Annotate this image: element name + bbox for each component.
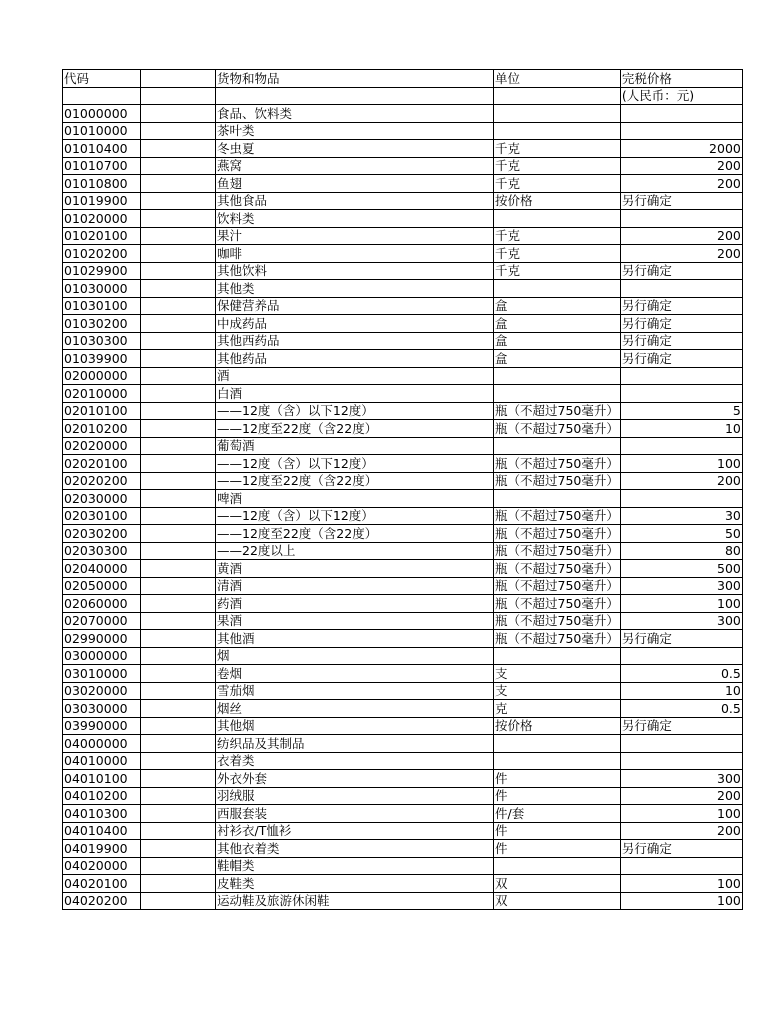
price-cell: 0.5 — [620, 700, 742, 718]
unit-cell — [494, 490, 621, 508]
code-cell: 02010000 — [63, 385, 141, 403]
code-cell: 02030200 — [63, 525, 141, 543]
code-cell: 02020000 — [63, 437, 141, 455]
unit-cell: 双 — [494, 892, 621, 910]
unit-cell — [494, 122, 621, 140]
price-cell: 100 — [620, 892, 742, 910]
table-row — [63, 875, 743, 893]
table-row — [63, 665, 743, 683]
code-cell: 03990000 — [63, 717, 141, 735]
table-row — [63, 717, 743, 735]
unit-cell: 千克 — [494, 140, 621, 158]
table-row — [63, 455, 743, 473]
item-name-cell: 卷烟 — [216, 665, 494, 683]
blank-cell — [141, 595, 216, 613]
item-name-cell: 中成药品 — [216, 315, 494, 333]
price-cell: 另行确定 — [620, 332, 742, 350]
price-cell: 50 — [620, 525, 742, 543]
item-name-cell: 药酒 — [216, 595, 494, 613]
item-name-cell: 烟丝 — [216, 700, 494, 718]
price-cell: 30 — [620, 507, 742, 525]
table-row — [63, 770, 743, 788]
blank-cell — [141, 700, 216, 718]
unit-cell: 千克 — [494, 227, 621, 245]
price-cell: 200 — [620, 227, 742, 245]
blank-cell — [141, 157, 216, 175]
blank-cell — [141, 210, 216, 228]
item-name-cell: ——12度至22度（含22度） — [216, 472, 494, 490]
code-cell: 04000000 — [63, 735, 141, 753]
code-cell: 01029900 — [63, 262, 141, 280]
item-name-cell: 其他酒 — [216, 630, 494, 648]
table-row — [63, 752, 743, 770]
unit-cell: 盒 — [494, 332, 621, 350]
price-cell: 200 — [620, 157, 742, 175]
price-cell — [620, 210, 742, 228]
code-cell: 01030200 — [63, 315, 141, 333]
table-row — [63, 700, 743, 718]
item-name-cell: 其他食品 — [216, 192, 494, 210]
table-row — [63, 157, 743, 175]
table-row — [63, 332, 743, 350]
unit-cell — [494, 735, 621, 753]
price-cell: 100 — [620, 455, 742, 473]
unit-cell: 按价格 — [494, 717, 621, 735]
price-cell: 300 — [620, 770, 742, 788]
price-cell: 另行确定 — [620, 315, 742, 333]
blank-cell — [141, 735, 216, 753]
unit-cell: 单位 — [494, 70, 621, 88]
blank-cell — [141, 490, 216, 508]
item-name-cell: 纺织品及其制品 — [216, 735, 494, 753]
code-cell: 01010800 — [63, 175, 141, 193]
code-cell: 01030100 — [63, 297, 141, 315]
table-row — [63, 280, 743, 298]
code-cell: 04020000 — [63, 857, 141, 875]
item-name-cell: 清酒 — [216, 577, 494, 595]
table-row — [63, 245, 743, 263]
price-cell: 完税价格 — [620, 70, 742, 88]
item-name-cell: 西服套装 — [216, 805, 494, 823]
blank-cell — [141, 752, 216, 770]
code-cell: 02010100 — [63, 402, 141, 420]
blank-cell — [141, 227, 216, 245]
code-cell: 02030100 — [63, 507, 141, 525]
table-row — [63, 192, 743, 210]
item-name-cell: 酒 — [216, 367, 494, 385]
unit-cell — [494, 87, 621, 105]
price-cell: 另行确定 — [620, 262, 742, 280]
blank-cell — [141, 437, 216, 455]
price-cell: 200 — [620, 245, 742, 263]
table-row — [63, 262, 743, 280]
table-row — [63, 647, 743, 665]
item-name-cell: ——12度（含）以下12度） — [216, 455, 494, 473]
unit-cell: 瓶（不超过750毫升） — [495, 630, 619, 646]
unit-cell — [494, 210, 621, 228]
item-name-cell: 其他西药品 — [216, 332, 494, 350]
price-cell: 300 — [620, 612, 742, 630]
table-row — [63, 787, 743, 805]
table-row — [63, 560, 743, 578]
code-cell: 03000000 — [63, 647, 141, 665]
price-cell: 另行确定 — [620, 350, 742, 368]
unit-cell: 瓶（不超过750毫升） — [495, 525, 619, 541]
code-cell: 02070000 — [63, 612, 141, 630]
price-cell: 100 — [620, 805, 742, 823]
blank-cell — [141, 542, 216, 560]
table-row — [63, 507, 743, 525]
item-name-cell: 保健营养品 — [216, 297, 494, 315]
code-cell: 01010400 — [63, 140, 141, 158]
code-cell: 01010000 — [63, 122, 141, 140]
unit-cell: 件 — [494, 822, 621, 840]
table-row — [63, 315, 743, 333]
code-cell: 01020100 — [63, 227, 141, 245]
item-name-cell: 鞋帽类 — [216, 857, 494, 875]
code-cell: 01030000 — [63, 280, 141, 298]
price-cell: 100 — [620, 595, 742, 613]
code-cell: 04010200 — [63, 787, 141, 805]
price-cell: 另行确定 — [620, 630, 742, 648]
blank-cell — [141, 332, 216, 350]
unit-cell: 支 — [494, 665, 621, 683]
code-cell: 03030000 — [63, 700, 141, 718]
unit-cell — [494, 280, 621, 298]
item-name-cell: 食品、饮料类 — [216, 105, 494, 123]
unit-cell: 件 — [494, 840, 621, 858]
unit-cell: 盒 — [494, 350, 621, 368]
code-cell: 03020000 — [63, 682, 141, 700]
code-cell: 04010100 — [63, 770, 141, 788]
code-cell: 04010300 — [63, 805, 141, 823]
code-cell: 02020200 — [63, 472, 141, 490]
blank-cell — [141, 350, 216, 368]
table-row — [63, 367, 743, 385]
blank-cell — [141, 840, 216, 858]
header-row — [63, 87, 743, 105]
blank-cell — [141, 245, 216, 263]
blank-cell — [141, 717, 216, 735]
code-cell: 02050000 — [63, 577, 141, 595]
item-name-cell: 葡萄酒 — [216, 437, 494, 455]
item-name-cell: 饮料类 — [216, 210, 494, 228]
price-cell — [620, 122, 742, 140]
blank-cell — [141, 297, 216, 315]
blank-cell — [141, 70, 216, 88]
unit-cell — [494, 647, 621, 665]
unit-cell: 瓶（不超过750毫升） — [495, 595, 619, 611]
item-name-cell: 其他衣着类 — [216, 840, 494, 858]
table-row — [63, 210, 743, 228]
price-cell — [620, 367, 742, 385]
price-cell: 另行确定 — [620, 717, 742, 735]
item-name-cell: 黄酒 — [216, 560, 494, 578]
price-cell: 2000 — [620, 140, 742, 158]
table-row — [63, 105, 743, 123]
price-cell: 200 — [620, 822, 742, 840]
table-row — [63, 595, 743, 613]
unit-cell: 千克 — [494, 245, 621, 263]
code-cell: 03010000 — [63, 665, 141, 683]
item-name-cell: 果汁 — [216, 227, 494, 245]
blank-cell — [141, 105, 216, 123]
blank-cell — [141, 892, 216, 910]
item-name-cell: 其他烟 — [216, 717, 494, 735]
table-row — [63, 542, 743, 560]
item-name-cell: ——12度（含）以下12度） — [216, 507, 494, 525]
item-name-cell: ——12度至22度（含22度） — [216, 420, 494, 438]
unit-cell: 按价格 — [494, 192, 621, 210]
code-cell: 代码 — [63, 70, 141, 88]
item-name-cell: 果酒 — [216, 612, 494, 630]
unit-cell: 件 — [494, 770, 621, 788]
item-name-cell: 其他饮料 — [216, 262, 494, 280]
code-cell: 02060000 — [63, 595, 141, 613]
item-name-cell: 衬衫衣/T恤衫 — [216, 822, 494, 840]
code-cell: 01019900 — [63, 192, 141, 210]
unit-cell: 盒 — [494, 297, 621, 315]
price-cell — [620, 490, 742, 508]
price-cell: 100 — [620, 875, 742, 893]
table-row — [63, 805, 743, 823]
price-cell — [620, 437, 742, 455]
table-row — [63, 472, 743, 490]
item-name-cell: 啤酒 — [216, 490, 494, 508]
blank-cell — [141, 805, 216, 823]
unit-cell: 件/套 — [494, 805, 621, 823]
item-name-cell: 羽绒服 — [216, 787, 494, 805]
unit-cell — [494, 857, 621, 875]
table-row — [63, 385, 743, 403]
table-row — [63, 175, 743, 193]
price-cell — [620, 857, 742, 875]
price-cell: 200 — [620, 175, 742, 193]
price-cell — [620, 752, 742, 770]
blank-cell — [141, 402, 216, 420]
unit-cell: 瓶（不超过750毫升） — [495, 578, 619, 593]
item-name-cell: 咖啡 — [216, 245, 494, 263]
price-cell: (人民币：元) — [620, 87, 742, 105]
unit-cell — [494, 367, 621, 385]
table-row — [63, 682, 743, 700]
unit-cell — [494, 385, 621, 403]
blank-cell — [141, 87, 216, 105]
table-row — [63, 577, 743, 595]
code-cell: 02020100 — [63, 455, 141, 473]
blank-cell — [141, 647, 216, 665]
table-row — [63, 350, 743, 368]
price-cell: 0.5 — [620, 665, 742, 683]
blank-cell — [141, 420, 216, 438]
unit-cell: 瓶（不超过750毫升） — [495, 455, 619, 471]
code-cell: 04010000 — [63, 752, 141, 770]
item-name-cell: 货物和物品 — [216, 70, 494, 88]
price-cell: 另行确定 — [620, 192, 742, 210]
item-name-cell: 衣着类 — [216, 752, 494, 770]
item-name-cell: 燕窝 — [216, 157, 494, 175]
table-row — [63, 490, 743, 508]
code-cell: 02000000 — [63, 367, 141, 385]
blank-cell — [141, 630, 216, 648]
unit-cell: 瓶（不超过750毫升） — [495, 403, 619, 418]
code-cell: 01030300 — [63, 332, 141, 350]
blank-cell — [141, 507, 216, 525]
table-row — [63, 402, 743, 420]
blank-cell — [141, 315, 216, 333]
price-cell: 5 — [620, 402, 742, 420]
table-row — [63, 857, 743, 875]
blank-cell — [141, 857, 216, 875]
price-cell — [620, 385, 742, 403]
price-cell — [620, 735, 742, 753]
item-name-cell: 运动鞋及旅游休闲鞋 — [216, 892, 494, 910]
unit-cell: 瓶（不超过750毫升） — [495, 473, 619, 488]
blank-cell — [141, 192, 216, 210]
table-row — [63, 735, 743, 753]
blank-cell — [141, 665, 216, 683]
unit-cell: 支 — [494, 682, 621, 700]
unit-cell: 瓶（不超过750毫升） — [495, 508, 619, 523]
table-row — [63, 822, 743, 840]
price-cell: 另行确定 — [620, 297, 742, 315]
blank-cell — [141, 682, 216, 700]
code-cell: 02030300 — [63, 542, 141, 560]
blank-cell — [141, 787, 216, 805]
unit-cell — [494, 752, 621, 770]
item-name-cell: ——22度以上 — [216, 542, 494, 560]
table-row — [63, 122, 743, 140]
code-cell: 01000000 — [63, 105, 141, 123]
price-cell — [620, 105, 742, 123]
table-row — [63, 437, 743, 455]
table-row — [63, 140, 743, 158]
price-cell: 10 — [620, 420, 742, 438]
code-cell: 01010700 — [63, 157, 141, 175]
item-name-cell: 茶叶类 — [216, 122, 494, 140]
price-cell: 200 — [620, 787, 742, 805]
blank-cell — [141, 822, 216, 840]
unit-cell — [494, 437, 621, 455]
unit-cell: 瓶（不超过750毫升） — [495, 613, 619, 628]
item-name-cell: ——12度至22度（含22度） — [216, 525, 494, 543]
price-cell — [620, 647, 742, 665]
unit-cell: 千克 — [494, 175, 621, 193]
code-cell: 01020200 — [63, 245, 141, 263]
code-cell: 04019900 — [63, 840, 141, 858]
price-cell: 10 — [620, 682, 742, 700]
unit-cell: 盒 — [494, 315, 621, 333]
item-name-cell: 其他药品 — [216, 350, 494, 368]
price-cell: 500 — [620, 560, 742, 578]
code-cell: 02040000 — [63, 560, 141, 578]
blank-cell — [141, 455, 216, 473]
price-cell: 200 — [620, 472, 742, 490]
blank-cell — [141, 385, 216, 403]
unit-cell: 瓶（不超过750毫升） — [495, 543, 619, 558]
blank-cell — [141, 262, 216, 280]
code-cell: 02990000 — [63, 630, 141, 648]
code-cell: 02030000 — [63, 490, 141, 508]
blank-cell — [141, 560, 216, 578]
blank-cell — [141, 525, 216, 543]
blank-cell — [141, 280, 216, 298]
blank-cell — [141, 875, 216, 893]
table-row — [63, 297, 743, 315]
item-name-cell: 烟 — [216, 647, 494, 665]
blank-cell — [141, 612, 216, 630]
item-name-cell: 外衣外套 — [216, 770, 494, 788]
item-name-cell — [216, 87, 494, 105]
item-name-cell: 雪茄烟 — [216, 682, 494, 700]
code-cell: 01039900 — [63, 350, 141, 368]
table-row — [63, 612, 743, 630]
code-cell: 04020100 — [63, 875, 141, 893]
unit-cell: 瓶（不超过750毫升） — [495, 560, 619, 576]
blank-cell — [141, 577, 216, 595]
code-cell: 01020000 — [63, 210, 141, 228]
unit-cell — [494, 105, 621, 123]
code-cell — [63, 87, 141, 105]
table-row — [63, 630, 743, 648]
table-row — [63, 420, 743, 438]
item-name-cell: 其他类 — [216, 280, 494, 298]
code-cell: 04010400 — [63, 822, 141, 840]
blank-cell — [141, 367, 216, 385]
unit-cell: 千克 — [494, 262, 621, 280]
unit-cell: 千克 — [494, 157, 621, 175]
code-cell: 04020200 — [63, 892, 141, 910]
blank-cell — [141, 140, 216, 158]
table-row — [63, 525, 743, 543]
unit-cell: 件 — [494, 787, 621, 805]
tariff-table — [62, 69, 743, 910]
item-name-cell: 冬虫夏 — [216, 140, 494, 158]
item-name-cell: 白酒 — [216, 385, 494, 403]
item-name-cell: ——12度（含）以下12度） — [216, 402, 494, 420]
price-cell — [620, 280, 742, 298]
header-row — [63, 70, 743, 88]
blank-cell — [141, 122, 216, 140]
unit-cell: 双 — [494, 875, 621, 893]
price-cell: 另行确定 — [620, 840, 742, 858]
unit-cell: 克 — [494, 700, 621, 718]
table-row — [63, 892, 743, 910]
item-name-cell: 鱼翅 — [216, 175, 494, 193]
blank-cell — [141, 770, 216, 788]
item-name-cell: 皮鞋类 — [216, 875, 494, 893]
table-row — [63, 840, 743, 858]
table-row — [63, 227, 743, 245]
price-cell: 300 — [620, 577, 742, 595]
blank-cell — [141, 175, 216, 193]
unit-cell: 瓶（不超过750毫升） — [495, 420, 619, 436]
blank-cell — [141, 472, 216, 490]
price-cell: 80 — [620, 542, 742, 560]
code-cell: 02010200 — [63, 420, 141, 438]
